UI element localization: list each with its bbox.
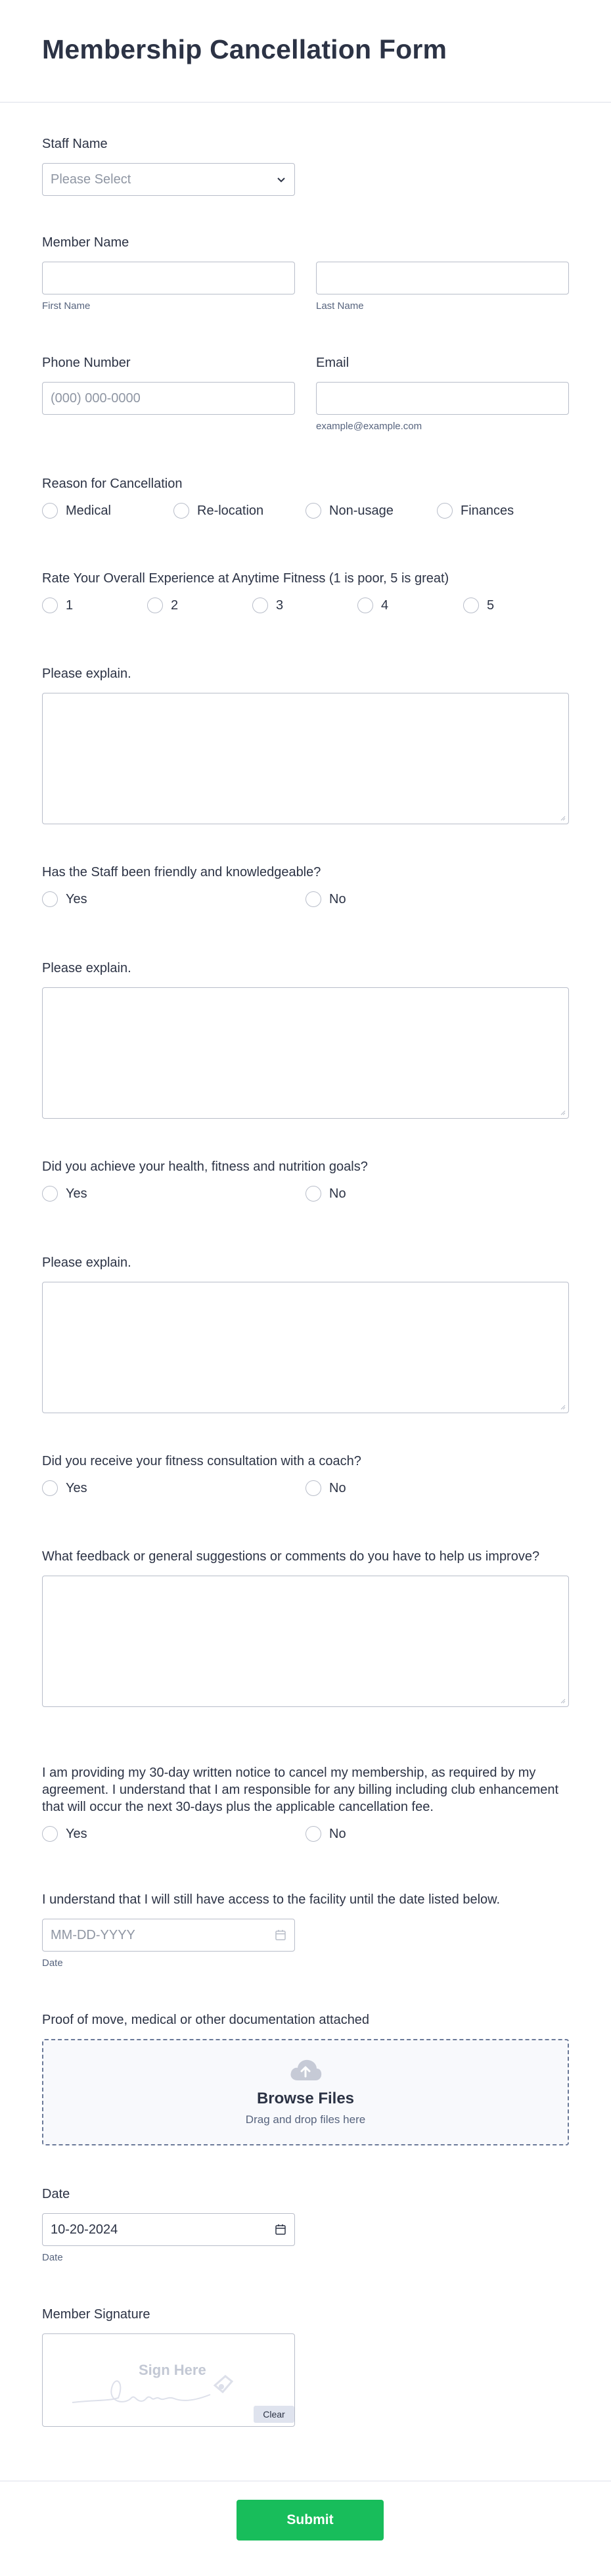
access-date-field [42, 1891, 569, 1969]
radio-circle-icon [252, 597, 268, 613]
phone-placeholder: (000) 000-0000 [51, 390, 141, 406]
staff-friendly-label: Has the Staff been friendly and knowledgeable? [42, 865, 321, 879]
feedback-label: What feedback or general suggestions or comments do you have to help us improve? [42, 1549, 540, 1564]
first-name-sublabel: First Name [42, 300, 91, 312]
first-name-input[interactable] [42, 262, 295, 294]
file-upload-dropzone[interactable] [42, 2039, 569, 2145]
resize-handle-icon[interactable] [559, 1403, 566, 1410]
reason-option-non-usage[interactable]: Non-usage [306, 503, 437, 519]
explain-2-label: Please explain. [42, 961, 131, 975]
staff-name-label: Staff Name [42, 137, 108, 151]
rating-options [42, 597, 569, 613]
goals-no[interactable]: No [306, 1186, 346, 1202]
staff-friendly-options [42, 891, 569, 907]
access-date-placeholder: MM-DD-YYYY [51, 1927, 135, 1942]
notice-label: I am providing my 30-day written notice to cancel my membership, as required by my agreement. I understand that I am responsible for any billing including club enhancement that will occur the next 30-days plus the applicable cancellation fee. [42, 1766, 559, 1814]
explain-1-textarea[interactable] [42, 693, 569, 824]
member-name-label: Member Name [42, 235, 129, 250]
date-field [42, 2186, 569, 2263]
radio-circle-icon [173, 503, 189, 519]
rating-option-1[interactable]: 1 [42, 597, 147, 613]
staff-friendly-yes[interactable]: Yes [42, 891, 306, 907]
last-name-input[interactable] [316, 262, 569, 294]
explain-2-textarea[interactable] [42, 987, 569, 1119]
radio-circle-icon [306, 503, 321, 519]
notice-options [42, 1826, 569, 1842]
radio-circle-icon [357, 597, 373, 613]
chevron-down-icon [276, 174, 286, 185]
reason-option-finances[interactable]: Finances [437, 503, 514, 519]
access-date-label: I understand that I will still have access to the facility until the date listed below. [42, 1892, 501, 1907]
rating-field [42, 570, 569, 613]
email-label: Email [316, 356, 350, 370]
radio-circle-icon [463, 597, 479, 613]
contact-fields [42, 354, 569, 432]
staff-name-select[interactable] [42, 163, 295, 196]
explain-1-label: Please explain. [42, 667, 131, 681]
consultation-field [42, 1453, 569, 1496]
last-name-sublabel: Last Name [316, 300, 364, 312]
rating-option-2[interactable]: 2 [147, 597, 252, 613]
resize-handle-icon[interactable] [559, 814, 566, 821]
browse-files-label[interactable]: Browse Files [256, 2090, 355, 2107]
proof-field [42, 2011, 569, 2145]
explain-3-field [42, 1254, 569, 1413]
goals-label: Did you achieve your health, fitness and nutrition goals? [42, 1159, 368, 1174]
explain-2-field [42, 960, 569, 1119]
signature-label: Member Signature [42, 2307, 150, 2322]
radio-circle-icon [306, 1480, 321, 1496]
phone-label: Phone Number [42, 356, 131, 370]
goals-field [42, 1158, 569, 1202]
reason-label: Reason for Cancellation [42, 477, 183, 491]
radio-circle-icon [306, 891, 321, 907]
form-header [0, 0, 611, 103]
email-input[interactable] [316, 382, 569, 415]
reason-option-relocation[interactable]: Re-location [173, 503, 306, 519]
calendar-icon[interactable] [275, 1929, 286, 1941]
feedback-textarea[interactable] [42, 1576, 569, 1707]
drag-drop-hint: Drag and drop files here [245, 2113, 366, 2126]
rating-label: Rate Your Overall Experience at Anytime Fitness (1 is poor, 5 is great) [42, 571, 449, 586]
email-sublabel: example@example.com [316, 421, 422, 432]
consultation-options [42, 1480, 569, 1496]
staff-friendly-field [42, 864, 569, 907]
rating-option-3[interactable]: 3 [252, 597, 357, 613]
radio-circle-icon [42, 1826, 58, 1842]
radio-circle-icon [42, 1186, 58, 1202]
date-label: Date [42, 2187, 70, 2201]
explain-1-field [42, 665, 569, 824]
signature-field [42, 2306, 569, 2427]
consultation-yes[interactable]: Yes [42, 1480, 306, 1496]
radio-circle-icon [437, 503, 453, 519]
resize-handle-icon[interactable] [559, 1109, 566, 1115]
clear-signature-button[interactable]: Clear [254, 2406, 294, 2423]
consultation-label: Did you receive your fitness consultation with a coach? [42, 1454, 361, 1468]
access-date-sublabel: Date [42, 1957, 63, 1969]
consultation-no[interactable]: No [306, 1480, 346, 1496]
resize-handle-icon[interactable] [559, 1697, 566, 1704]
goals-options [42, 1186, 569, 1202]
date-value: 10-20-2024 [51, 2222, 118, 2237]
member-name-field [42, 234, 569, 312]
notice-no[interactable]: No [306, 1826, 346, 1842]
radio-circle-icon [147, 597, 163, 613]
explain-3-label: Please explain. [42, 1255, 131, 1270]
feedback-field [42, 1548, 569, 1707]
submit-button[interactable]: Submit [237, 2500, 384, 2541]
access-date-input[interactable] [42, 1919, 295, 1952]
reason-option-medical[interactable]: Medical [42, 503, 173, 519]
staff-friendly-no[interactable]: No [306, 891, 346, 907]
date-input[interactable] [42, 2213, 295, 2246]
sign-here-placeholder: Sign Here [139, 2362, 206, 2378]
notice-yes[interactable]: Yes [42, 1826, 306, 1842]
form-title: Membership Cancellation Form [42, 34, 447, 64]
staff-name-placeholder: Please Select [51, 172, 131, 187]
goals-yes[interactable]: Yes [42, 1186, 306, 1202]
proof-label: Proof of move, medical or other documentation attached [42, 2013, 370, 2027]
radio-circle-icon [42, 597, 58, 613]
calendar-icon[interactable] [275, 2224, 286, 2236]
radio-circle-icon [306, 1186, 321, 1202]
radio-circle-icon [42, 503, 58, 519]
signature-scribble-icon [69, 2362, 266, 2414]
radio-circle-icon [42, 891, 58, 907]
cloud-upload-icon [288, 2058, 323, 2082]
notice-field [42, 1764, 569, 1842]
date-sublabel: Date [42, 2252, 63, 2263]
staff-name-field [42, 135, 569, 196]
rating-option-5[interactable]: 5 [463, 597, 494, 613]
rating-option-4[interactable]: 4 [357, 597, 463, 613]
reason-options [42, 503, 569, 519]
explain-3-textarea[interactable] [42, 1282, 569, 1413]
phone-input[interactable] [42, 382, 295, 415]
form-footer [0, 2481, 611, 2576]
radio-circle-icon [42, 1480, 58, 1496]
reason-field [42, 475, 569, 519]
radio-circle-icon [306, 1826, 321, 1842]
